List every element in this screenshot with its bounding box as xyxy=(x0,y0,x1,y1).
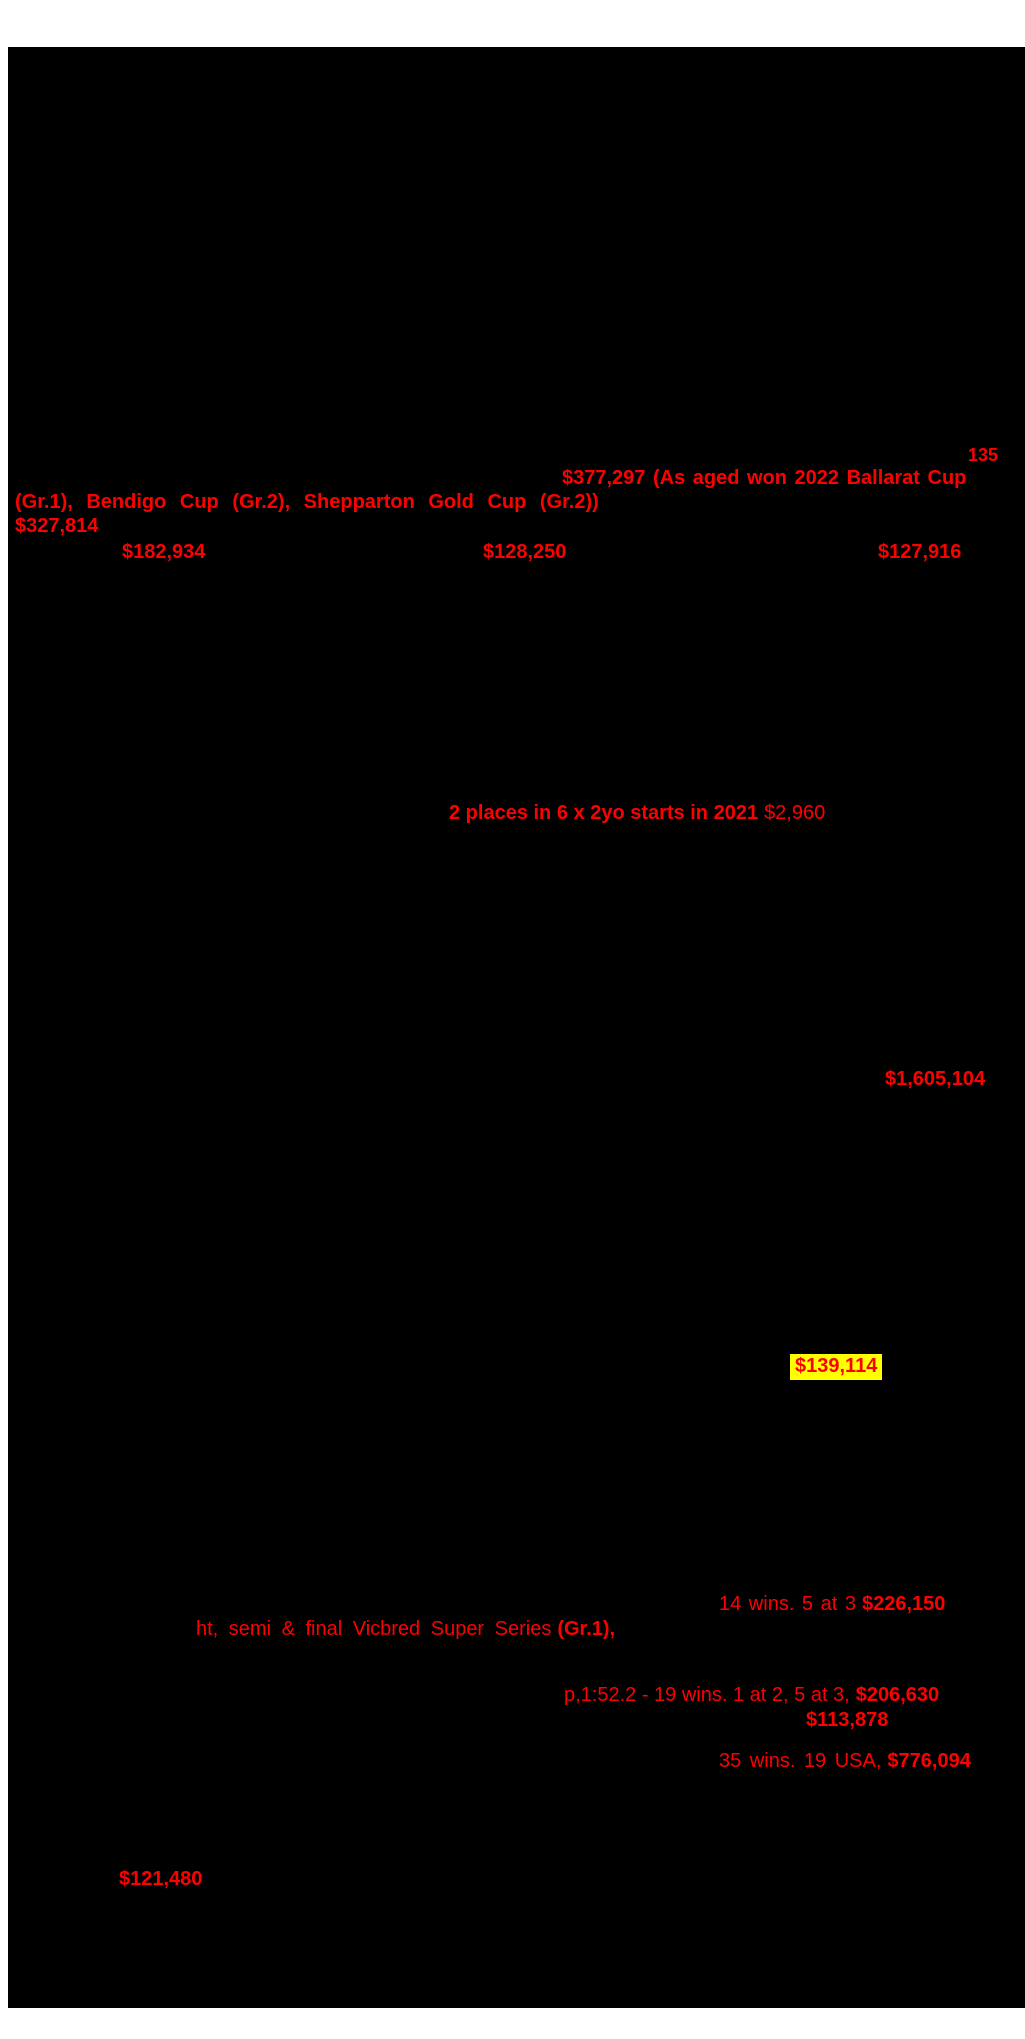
update-earnings-127916 xyxy=(878,542,961,563)
update-text: (Gr.1), Bendigo Cup (Gr.2), Shepparton Gold Cup (Gr.2)) xyxy=(15,491,599,513)
update-earnings-113878 xyxy=(806,1710,888,1731)
record-text: p,1:52.2 - 19 wins. 1 at 2, 5 at 3, xyxy=(564,1684,850,1706)
earnings-amount: $1,605,104 xyxy=(885,1068,986,1090)
earnings-amount: $182,934 xyxy=(122,541,206,563)
earnings-amount: $226,150 xyxy=(861,1593,946,1615)
earnings-amount: $2,960 xyxy=(764,802,826,824)
earnings-amount: $113,878 xyxy=(806,1709,889,1731)
lot-number-text: 135 xyxy=(968,445,999,465)
earnings-amount: $128,250 xyxy=(483,541,567,563)
earnings-amount: $206,630 xyxy=(855,1684,940,1706)
group-race-tag: (Gr.1), xyxy=(557,1618,616,1640)
update-record-776094 xyxy=(719,1751,971,1772)
record-text: 35 wins. 19 USA, xyxy=(719,1750,882,1772)
update-sire-earnings-line2 xyxy=(15,492,599,513)
update-text: $377,297 (As aged won 2022 Ballarat Cup xyxy=(562,467,967,489)
update-2yo-record xyxy=(449,803,825,824)
update-earnings-121480 xyxy=(119,1869,202,1890)
record-text: ht, semi & final Vicbred Super Series xyxy=(196,1618,552,1640)
update-earnings-128250 xyxy=(483,542,566,563)
earnings-amount: $327,814 xyxy=(15,515,99,537)
update-vicbred-series xyxy=(196,1619,615,1640)
update-record-226150 xyxy=(719,1594,945,1615)
update-earnings-1605104 xyxy=(885,1069,985,1090)
earnings-amount: $127,916 xyxy=(878,541,962,563)
update-record-206630 xyxy=(564,1685,939,1706)
highlighted-earnings-amount: $139,114 xyxy=(790,1354,882,1380)
record-text: 14 wins. 5 at 3 xyxy=(719,1593,856,1615)
update-sire-earnings-line1 xyxy=(562,468,966,489)
update-earnings-327814 xyxy=(15,516,98,537)
update-earnings-139114-highlighted xyxy=(790,1354,882,1380)
record-text: 2 places in 6 x 2yo starts in 2021 xyxy=(449,802,759,824)
lot-number xyxy=(968,446,998,465)
earnings-amount: $121,480 xyxy=(119,1868,203,1890)
update-earnings-182934 xyxy=(122,542,205,563)
earnings-amount: $776,094 xyxy=(887,1750,971,1772)
